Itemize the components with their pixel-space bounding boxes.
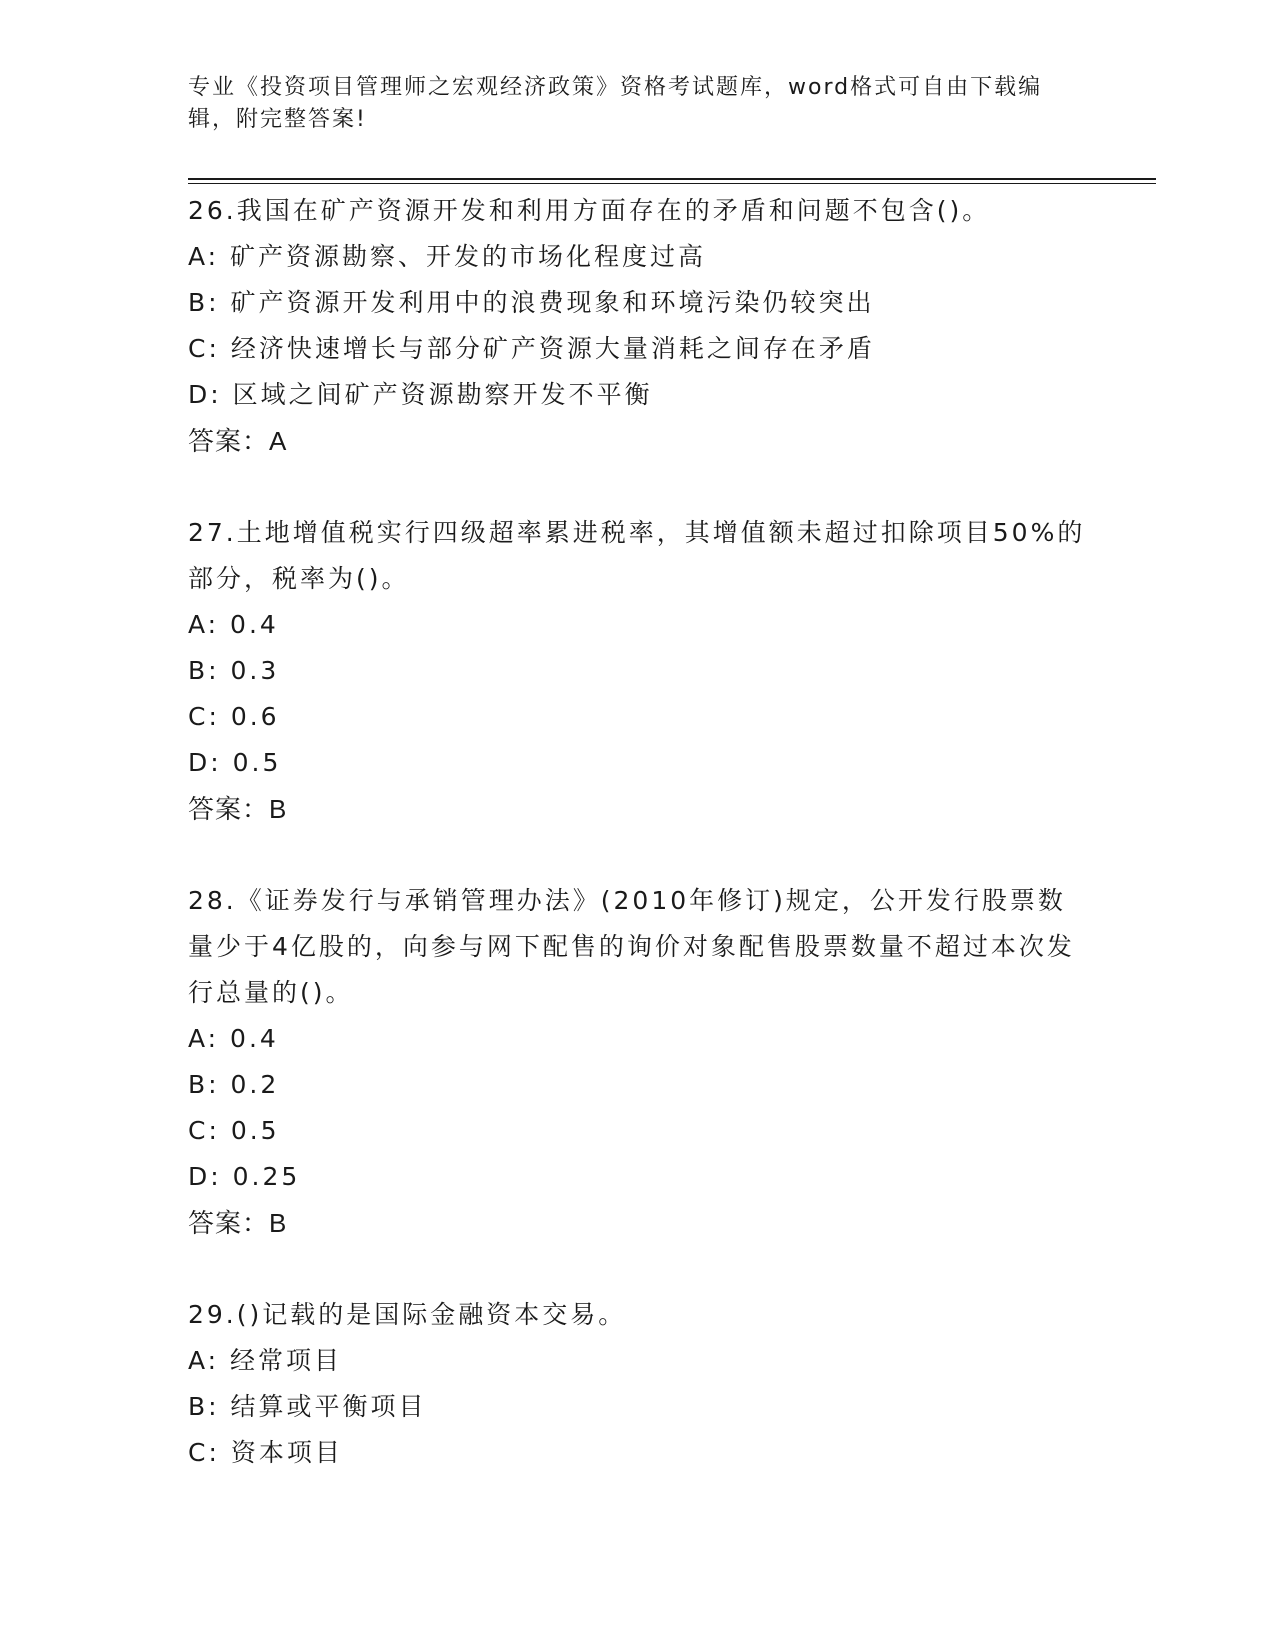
option-b: B: 0.3 xyxy=(188,656,280,685)
question-stem: 27.土地增值税实行四级超率累进税率，其增值额未超过扣除项目50%的部分，税率为()。 xyxy=(188,518,1086,593)
option-a: A: 矿产资源勘察、开发的市场化程度过高 xyxy=(188,242,707,271)
option-a: A: 0.4 xyxy=(188,610,279,639)
question-stem: 28.《证券发行与承销管理办法》(2010年修订)规定，公开发行股票数量少于4亿股的，向参与网下配售的询价对象配售股票数量不超过本次发行总量的()。 xyxy=(188,886,1075,1007)
option-b: B: 结算或平衡项目 xyxy=(188,1392,427,1421)
question-stem: 29.()记载的是国际金融资本交易。 xyxy=(188,1300,627,1329)
question-28 xyxy=(188,878,1088,1246)
header-line-2: 辑，附完整答案! xyxy=(188,107,367,132)
answer: 答案：A xyxy=(188,426,288,456)
question-27 xyxy=(188,510,1088,832)
header-divider-thin xyxy=(188,183,1156,184)
question-26 xyxy=(188,188,1088,464)
answer: 答案：B xyxy=(188,1208,288,1238)
option-d: D: 0.5 xyxy=(188,748,282,777)
question-stem: 26.我国在矿产资源开发和利用方面存在的矛盾和问题不包含()。 xyxy=(188,196,991,225)
option-a: A: 0.4 xyxy=(188,1024,279,1053)
option-b: B: 0.2 xyxy=(188,1070,280,1099)
header-line-1: 专业《投资项目管理师之宏观经济政策》资格考试题库，word格式可自由下载编 xyxy=(188,75,1043,100)
header-divider-thick xyxy=(188,178,1156,180)
option-b: B: 矿产资源开发利用中的浪费现象和环境污染仍较突出 xyxy=(188,288,875,317)
question-29 xyxy=(188,1292,1088,1476)
answer: 答案：B xyxy=(188,794,288,824)
document-header xyxy=(188,72,1068,136)
option-c: C: 资本项目 xyxy=(188,1438,343,1467)
option-d: D: 0.25 xyxy=(188,1162,301,1191)
option-d: D: 区域之间矿产资源勘察开发不平衡 xyxy=(188,380,653,409)
question-list xyxy=(188,188,1088,1522)
option-c: C: 经济快速增长与部分矿产资源大量消耗之间存在矛盾 xyxy=(188,334,875,363)
option-c: C: 0.6 xyxy=(188,702,280,731)
option-a: A: 经常项目 xyxy=(188,1346,343,1375)
option-c: C: 0.5 xyxy=(188,1116,280,1145)
